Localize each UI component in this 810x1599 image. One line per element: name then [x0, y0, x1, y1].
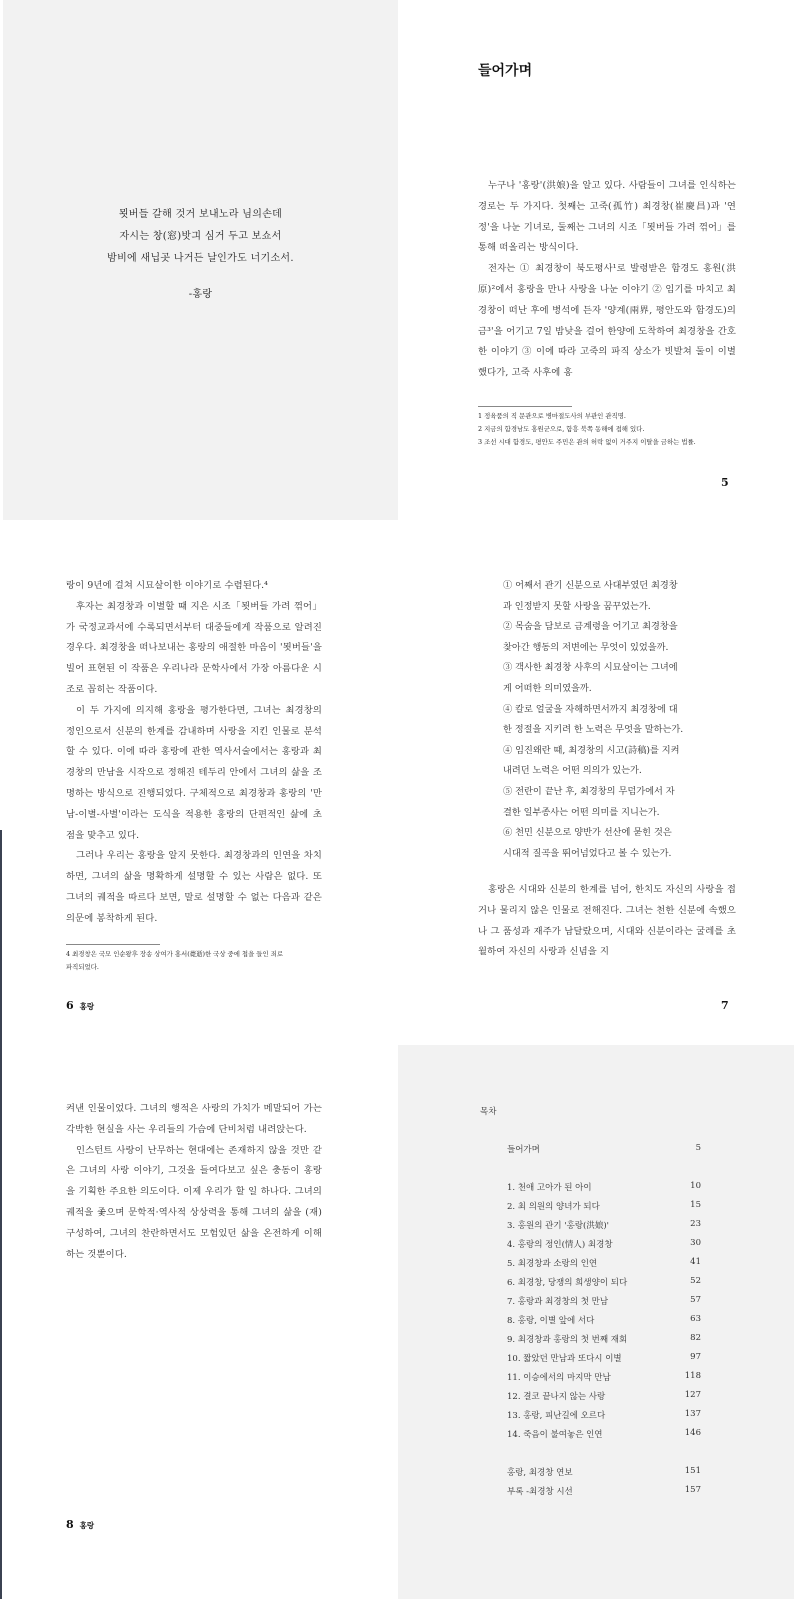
question-line: ④ 칼로 얼굴을 자해하면서까지 최경창에 대	[503, 703, 678, 715]
paragraph: 인스턴트 사랑이 난무하는 현대에는 존재하지 않을 것만 같은 그녀의 사랑 이야기, 그것을 들여다보고 싶은 충동이 홍랑을 기획한 주요한 의도이다. 이제 우리가 할 일 하나다. 그녀의 궤적을 좇으며 문학적·역사적 상상력을 통해 그녀의 삶을 (재)구성하여, 그녀의 찬란하면서도 모험있던 삶을 온전하게 이해하는 것뿐이다.	[66, 1144, 322, 1260]
toc-entry-page: 10	[690, 1181, 701, 1191]
toc-entry-appendix[interactable]	[507, 1466, 701, 1482]
poem-line-1: 묏버들 갈해 것거 보내노라 님의손데	[118, 209, 283, 220]
paragraph: 이 두 가지에 의지해 홍랑을 평가한다면, 그녀는 최경창의 정인으로서 신분의 한계를 감내하며 사랑을 지킨 인물로 분석할 수 있다. 이에 따라 홍랑에 관한 역사서술에서는 홍랑과 최경창의 만남을 시작으로 정해진 테두리 안에서 그녀의 삶을 조명하는 방식으로 진행되었다. 구체적으로 최경창과 홍랑의 '만남-이별-사별'이라는 도식을 적용한 홍랑의 단편적인 삶에 초점을 맞추고 있다.	[66, 704, 322, 841]
toc-list	[507, 1045, 701, 1599]
page-intro	[405, 0, 810, 520]
toc-entry-title: 7. 홍랑과 최경창의 첫 만남	[507, 1297, 609, 1307]
toc-entry-page: 5	[695, 1143, 701, 1153]
question-line: ④ 임진왜란 때, 최경창의 시고(詩稿)를 지켜	[503, 744, 680, 756]
toc-entry-title: 8. 홍랑, 이별 앞에 서다	[507, 1316, 595, 1326]
paragraph: 그러나 우리는 홍랑을 알지 못한다. 최경창과의 인연을 차치하면, 그녀의 삶을 명확하게 설명할 수 있는 사람은 없다. 또 그녀의 궤적을 따르다 보면, 말로 설명할 수 없는 다음과 같은 의문에 봉착하게 된다.	[66, 850, 322, 924]
paragraph: 전자는 ① 최경창이 북도평사¹로 발령받은 함경도 홍원(洪原)²에서 홍랑을 만나 사랑을 나눈 이야기 ② 임기를 마치고 최경창이 떠난 후에 병석에 든자 '양계(兩界, 평안도와 함경도)의 금³'을 어기고 7일 밤낮을 걸어 한양에 도착하여 최경창을 간호한 이야기 ③ 이에 따라 고죽의 파직 상소가 빗발쳐 둘이 이별했다가, 고죽 사후에 홍	[478, 263, 736, 379]
toc-entry-title: 홍랑, 최경창 연보	[507, 1468, 573, 1478]
question-line: 결한 일부종사는 어떤 의미를 지니는가.	[503, 806, 660, 818]
page8-body	[66, 1099, 322, 1265]
page-number-value: 6	[66, 999, 74, 1012]
toc-entry[interactable]	[507, 1238, 701, 1254]
page-number: 7	[721, 999, 729, 1012]
toc-entry-page: 97	[690, 1352, 701, 1362]
toc-entry-title: 9. 최경창과 홍랑의 첫 번째 재회	[507, 1335, 628, 1345]
toc-entry-page: 15	[690, 1200, 701, 1210]
toc-entry-title: 12. 결코 끝나지 않는 사랑	[507, 1392, 606, 1402]
toc-entry-title: 1. 천애 고아가 된 아이	[507, 1183, 592, 1193]
running-title: 홍랑	[79, 1521, 95, 1530]
page-poem	[3, 0, 398, 520]
toc-entry-page: 82	[690, 1333, 701, 1343]
toc-entry-page: 52	[690, 1276, 701, 1286]
question-line: 과 인정받지 못할 사랑을 꿈꾸었는가.	[503, 600, 651, 612]
poem-line-2: 자시는 창(窓)밧긔 심거 두고 보쇼서	[119, 231, 282, 242]
poem	[3, 204, 398, 306]
toc-entry-title: 3. 홍원의 관기 '홍랑(洪娘)'	[507, 1221, 609, 1231]
toc-entry[interactable]	[507, 1276, 701, 1292]
toc-entry[interactable]	[507, 1333, 701, 1349]
page6-body	[66, 576, 322, 930]
footnote: 4 최경창은 국모 인순왕후 장송 상여가 홍서(薨逝)한 국상 중에 첩을 들인 죄로	[66, 950, 284, 958]
question-line: 게 어떠한 의미였을까.	[503, 682, 592, 694]
footnote-divider	[478, 406, 572, 407]
page-toc	[398, 1045, 794, 1599]
toc-entry-title: 4. 홍랑의 정인(情人) 최경창	[507, 1240, 613, 1250]
toc-heading: 목차	[480, 1107, 497, 1117]
question-line: ② 목숨을 담보로 금계령을 어기고 최경창을	[503, 621, 678, 633]
toc-entry-title: 6. 최경창, 당쟁의 희생양이 되다	[507, 1278, 628, 1288]
toc-entry-page: 63	[690, 1314, 701, 1324]
question-line: 시대적 질곡을 뛰어넘었다고 볼 수 있는가.	[503, 847, 672, 859]
footnotes	[478, 410, 696, 449]
toc-entry[interactable]	[507, 1200, 701, 1216]
page7-body	[478, 880, 736, 963]
toc-entry-page: 23	[690, 1219, 701, 1229]
toc-entry[interactable]	[507, 1181, 701, 1197]
toc-entry[interactable]	[507, 1428, 701, 1444]
question-line: ⑥ 천민 신분으로 양반가 선산에 묻힌 것은	[503, 827, 672, 839]
toc-entry[interactable]	[507, 1314, 701, 1330]
page-number-value: 8	[66, 1518, 74, 1531]
footnote: 2 지금의 함경남도 홍원군으로, 함흥 북쪽 동해에 접해 있다.	[478, 425, 645, 433]
question-line: 한 정절을 지키려 한 노력은 무엇을 말하는가.	[503, 724, 684, 736]
toc-entry-page: 157	[684, 1485, 701, 1495]
poem-line-3: 밤비에 새닙곳 나거든 날인가도 너기소서.	[107, 253, 294, 264]
toc-entry-page: 30	[690, 1238, 701, 1248]
question-line: ⑤ 전란이 끝난 후, 최경창의 무덤가에서 자	[503, 785, 675, 797]
intro-body	[478, 176, 736, 384]
toc-entry[interactable]	[507, 1371, 701, 1387]
question-list	[503, 576, 683, 864]
toc-entry-title: 13. 홍랑, 피난길에 오르다	[507, 1411, 606, 1421]
page-title: 들어가며	[478, 63, 533, 79]
poem-author: -홍랑	[188, 289, 213, 300]
toc-entry-page: 151	[684, 1466, 701, 1476]
toc-entry-page: 57	[690, 1295, 701, 1305]
toc-entry-title: 14. 죽음이 불여놓은 인연	[507, 1430, 603, 1440]
page-number	[66, 999, 94, 1012]
toc-entry[interactable]	[507, 1295, 701, 1311]
page-7	[405, 540, 810, 1020]
paragraph: 홍랑은 시대와 신분의 한계를 넘어, 한치도 자신의 사랑을 접거나 물리지 않은 인물로 전해진다. 그녀는 천한 신분에 속했으나 그 품성과 재주가 남달랐으며, 시대와 신분이라는 굴레를 초월하여 자신의 사랑과 신념을 지	[478, 884, 736, 958]
toc-entry-title: 부록 -최경창 시선	[507, 1487, 573, 1497]
toc-entry-intro[interactable]	[507, 1143, 701, 1159]
paragraph: 후자는 최경창과 이별할 때 지은 시조「묏버들 가려 꺾어」가 국정교과서에 수록되면서부터 대중들에게 작품으로 알려진 경우다. 최경창을 떠나보내는 홍랑의 애절한 마음이 '묏버들'을 빌어 표현된 이 작품은 우리나라 문학사에서 가장 아름다운 시조로 꼽히는 작품이다.	[66, 600, 322, 695]
toc-entry-page: 127	[684, 1390, 701, 1400]
question-line: ③ 객사한 최경창 사후의 시묘살이는 그녀에	[503, 662, 678, 674]
footnote-divider	[66, 944, 160, 945]
page-8	[2, 1045, 398, 1599]
page-6	[0, 540, 400, 1020]
toc-entry-title: 10. 짧았던 만남과 또다시 이별	[507, 1354, 622, 1364]
toc-entry-page: 118	[684, 1371, 701, 1381]
page-number	[66, 1518, 94, 1531]
running-title: 홍랑	[79, 1002, 95, 1011]
toc-entry-page: 137	[684, 1409, 701, 1419]
footnote: 파직되었다.	[66, 963, 99, 971]
footnote: 3 조선 시대 함경도, 평안도 주민은 관의 허락 없이 거주지 이탈을 금하는 법률.	[478, 438, 696, 446]
question-line: ① 어째서 관기 신분으로 사대부였던 최경창	[503, 580, 678, 591]
toc-entry[interactable]	[507, 1219, 701, 1235]
question-line: 찾아간 행동의 저변에는 무엇이 있었을까.	[503, 641, 669, 653]
toc-entry-title: 5. 최경창과 소랑의 인연	[507, 1259, 598, 1269]
toc-entry-title: 2. 최 의원의 양녀가 되다	[507, 1202, 600, 1212]
toc-entry[interactable]	[507, 1409, 701, 1425]
toc-entry-title: 11. 이승에서의 마지막 만남	[507, 1373, 611, 1383]
paragraph: 켜낸 인물이었다. 그녀의 행적은 사랑의 가치가 메말되어 가는 각박한 현실을 사는 우리들의 가슴에 단비처럼 내려앉는다.	[66, 1103, 322, 1135]
paragraph: 랑이 9년에 걸쳐 시묘살이한 이야기로 수렴된다.⁴	[66, 580, 269, 591]
footnote: 1 정육품의 직 문관으로 병마절도사의 부관인 관직명.	[478, 412, 626, 420]
footnotes	[66, 948, 283, 974]
toc-entry-title: 들어가며	[507, 1145, 540, 1155]
toc-entry-page: 41	[690, 1257, 701, 1267]
page-number: 5	[721, 476, 729, 489]
toc-entry[interactable]	[507, 1257, 701, 1273]
paragraph: 누구나 '홍랑'(洪娘)을 알고 있다. 사람들이 그녀를 인식하는 경로는 두 가지다. 첫째는 고죽(孤竹) 최경창(崔慶昌)과 '연정'을 나눈 기녀로, 둘째는 그녀의 시조「묏버들 가려 꺾어」를 통해 떠올리는 방식이다.	[478, 180, 736, 254]
toc-entry[interactable]	[507, 1352, 701, 1368]
question-line: 내려던 노력은 어떤 의의가 있는가.	[503, 765, 642, 777]
toc-entry[interactable]	[507, 1390, 701, 1406]
toc-entry-page: 146	[684, 1428, 701, 1438]
toc-entry-appendix[interactable]	[507, 1485, 701, 1501]
